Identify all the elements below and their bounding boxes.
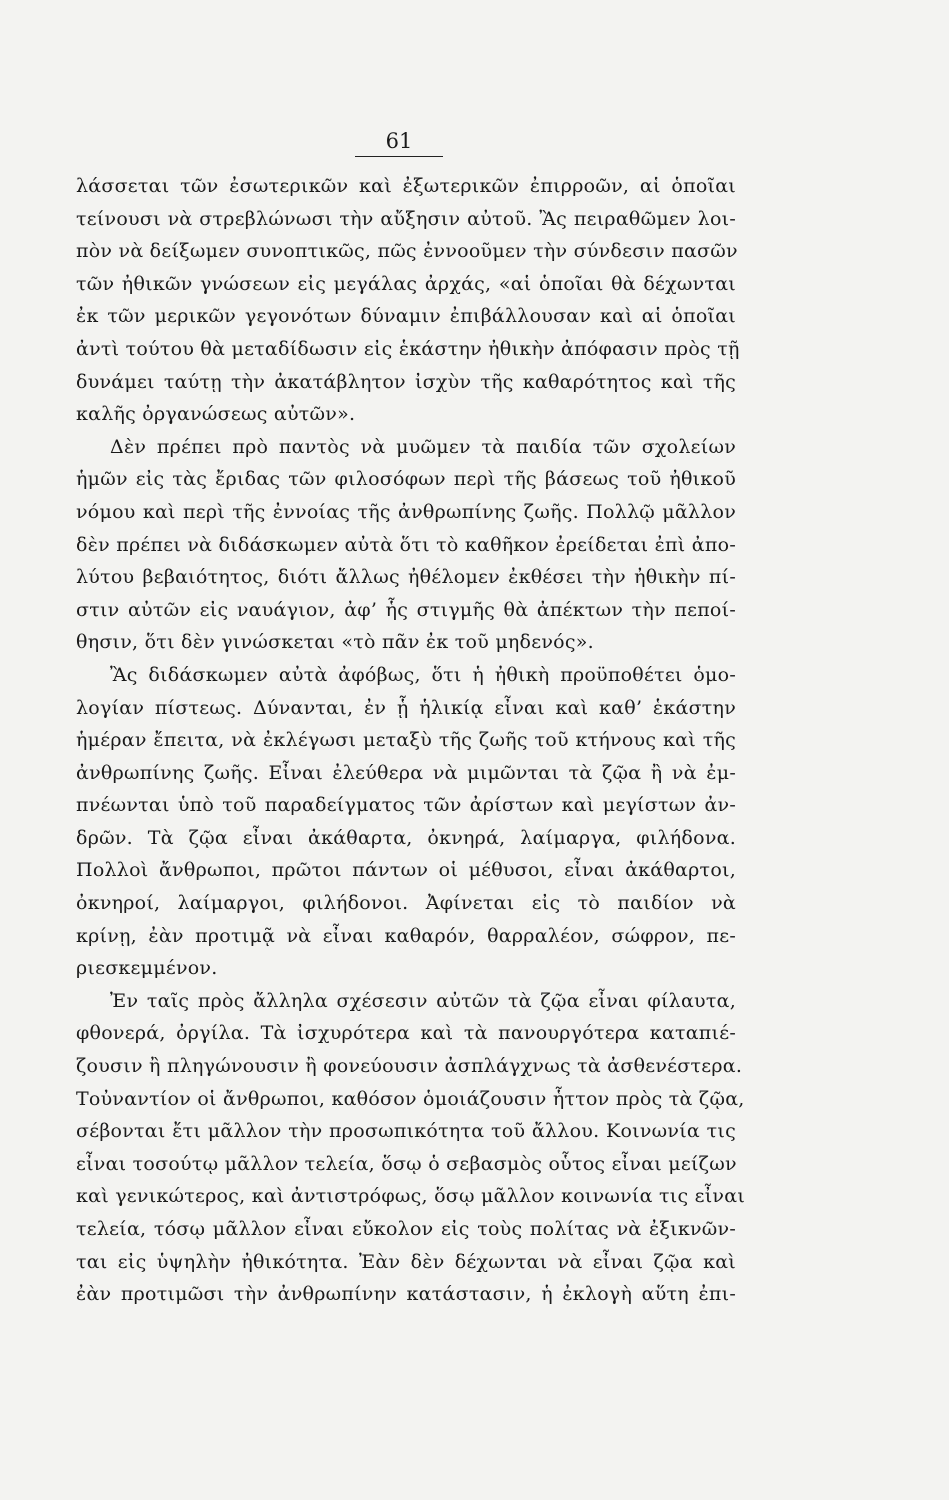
text-line: Ἐν ταῖς πρὸς ἄλληλα σχέσεσιν αὐτῶν τὰ ζῷα εἶναι φίλαυτα, (110, 989, 736, 1012)
text-line: Τοὐναντίον οἱ ἄνθρωποι, καθόσον ὁμοιάζουσιν ἧττον πρὸς τὰ ζῷα, (76, 1087, 745, 1110)
text-line: ἐὰν προτιμῶσι τὴν ἀνθρωπίνην κατάστασιν, ἡ ἐκλογὴ αὕτη ἐπι- (76, 1283, 736, 1306)
text-line: ριεσκεμμένον. (76, 957, 218, 980)
text-line: δὲν πρέπει νὰ διδάσκωμεν αὐτὰ ὅτι τὸ καθῆκον ἐρείδεται ἐπὶ ἀπο- (76, 533, 736, 556)
text-line: Πολλοὶ ἄνθρωποι, πρῶτοι πάντων οἱ μέθυσοι, εἶναι ἀκάθαρτοι, (76, 859, 736, 882)
text-line: Ἂς διδάσκωμεν αὐτὰ ἀφόβως, ὅτι ἡ ἠθικὴ προϋποθέτει ὁμο- (110, 663, 736, 686)
text-line: τελεία, τόσῳ μᾶλλον εἶναι εὔκολον εἰς τοὺς πολίτας νὰ ἐξικνῶν- (76, 1218, 736, 1240)
text-line: ἡμῶν εἰς τὰς ἔριδας τῶν φιλοσόφων περὶ τῆς βάσεως τοῦ ἠθικοῦ (76, 468, 736, 491)
text-line: Δὲν πρέπει πρὸ παντὸς νὰ μυῶμεν τὰ παιδία τῶν σχολείων (110, 435, 736, 458)
text-line: ὀκνηροί, λαίμαργοι, φιλήδονοι. Ἀφίνεται εἰς τὸ παιδίον νὰ (76, 892, 736, 915)
text-line: λύτου βεβαιότητος, διότι ἄλλως ἠθέλομεν ἐκθέσει τὴν ἠθικὴν πί- (76, 566, 736, 589)
body-text (76, 170, 746, 1311)
text-line: λογίαν πίστεως. Δύνανται, ἐν ᾗ ἡλικίᾳ εἶναι καὶ καθ’ ἑκάστην (76, 696, 736, 719)
text-line: ἀνθρωπίνης ζωῆς. Εἶναι ἐλεύθερα νὰ μιμῶνται τὰ ζῷα ἢ νὰ ἐμ- (76, 761, 736, 784)
text-line: πὸν νὰ δείξωμεν συνοπτικῶς, πῶς ἐννοοῦμεν τὴν σύνδεσιν πασῶν (76, 240, 738, 263)
text-line: εἶναι τοσούτῳ μᾶλλον τελεία, ὅσῳ ὁ σεβασμὸς οὗτος εἶναι μείζων (76, 1152, 737, 1175)
text-line: θησιν, ὅτι δὲν γινώσκεται «τὸ πᾶν ἐκ τοῦ μηδενός». (76, 631, 594, 654)
text-line: δυνάμει ταύτῃ τὴν ἀκατάβλητον ἰσχὺν τῆς καθαρότητος καὶ τῆς (76, 370, 736, 393)
text-line: πνέωνται ὑπὸ τοῦ παραδείγματος τῶν ἀρίστων καὶ μεγίστων ἀν- (76, 794, 736, 817)
text-line: λάσσεται τῶν ἐσωτερικῶν καὶ ἐξωτερικῶν ἐπιρροῶν, αἱ ὁποῖαι (76, 175, 736, 197)
page-number-rule (355, 156, 443, 157)
text-line: τείνουσι νὰ στρεβλώνωσι τὴν αὔξησιν αὐτοῦ. Ἂς πειραθῶμεν λοι- (76, 207, 736, 230)
text-line: τῶν ἠθικῶν γνώσεων εἰς μεγάλας ἀρχάς, «αἱ ὁποῖαι θὰ δέχωνται (76, 272, 736, 295)
text-line: δρῶν. Τὰ ζῷα εἶναι ἀκάθαρτα, ὀκνηρά, λαίμαργα, φιλήδονα. (76, 826, 736, 849)
text-line: φθονερά, ὀργίλα. Τὰ ἰσχυρότερα καὶ τὰ πανουργότερα καταπιέ- (76, 1022, 736, 1045)
text-line: νόμου καὶ περὶ τῆς ἐννοίας τῆς ἀνθρωπίνης ζωῆς. Πολλῷ μᾶλλον (76, 500, 736, 523)
text-line: στιν αὐτῶν εἰς ναυάγιον, ἀφ’ ἧς στιγμῆς θὰ ἀπέκτων τὴν πεποί- (76, 598, 736, 621)
text-line: ἀντὶ τούτου θὰ μεταδίδωσιν εἰς ἑκάστην ἠθικὴν ἀπόφασιν πρὸς τῇ (76, 337, 740, 360)
text-line: ζουσιν ἢ πληγώνουσιν ἢ φονεύουσιν ἀσπλάγχνως τὰ ἀσθενέστερα. (76, 1055, 743, 1078)
text-line: ἡμέραν ἔπειτα, νὰ ἐκλέγωσι μεταξὺ τῆς ζωῆς τοῦ κτήνους καὶ τῆς (76, 729, 736, 752)
text-line: ται εἰς ὑψηλὴν ἠθικότητα. Ἐὰν δὲν δέχωνται νὰ εἶναι ζῷα καὶ (76, 1250, 736, 1273)
text-line: κρίνῃ, ἐὰν προτιμᾷ νὰ εἶναι καθαρόν, θαρραλέον, σώφρον, πε- (76, 924, 736, 947)
page-number: 61 (385, 129, 413, 153)
text-line: καὶ γενικώτερος, καὶ ἀντιστρόφως, ὅσῳ μᾶλλον κοινωνία τις εἶναι (76, 1185, 746, 1208)
text-line: σέβονται ἔτι μᾶλλον τὴν προσωπικότητα τοῦ ἄλλου. Κοινωνία τις (76, 1120, 736, 1143)
text-line: ἐκ τῶν μερικῶν γεγονότων δύναμιν ἐπιβάλλουσαν καὶ αἱ ὁποῖαι (76, 305, 736, 328)
text-line: καλῆς ὀργανώσεως αὐτῶν». (76, 403, 356, 426)
